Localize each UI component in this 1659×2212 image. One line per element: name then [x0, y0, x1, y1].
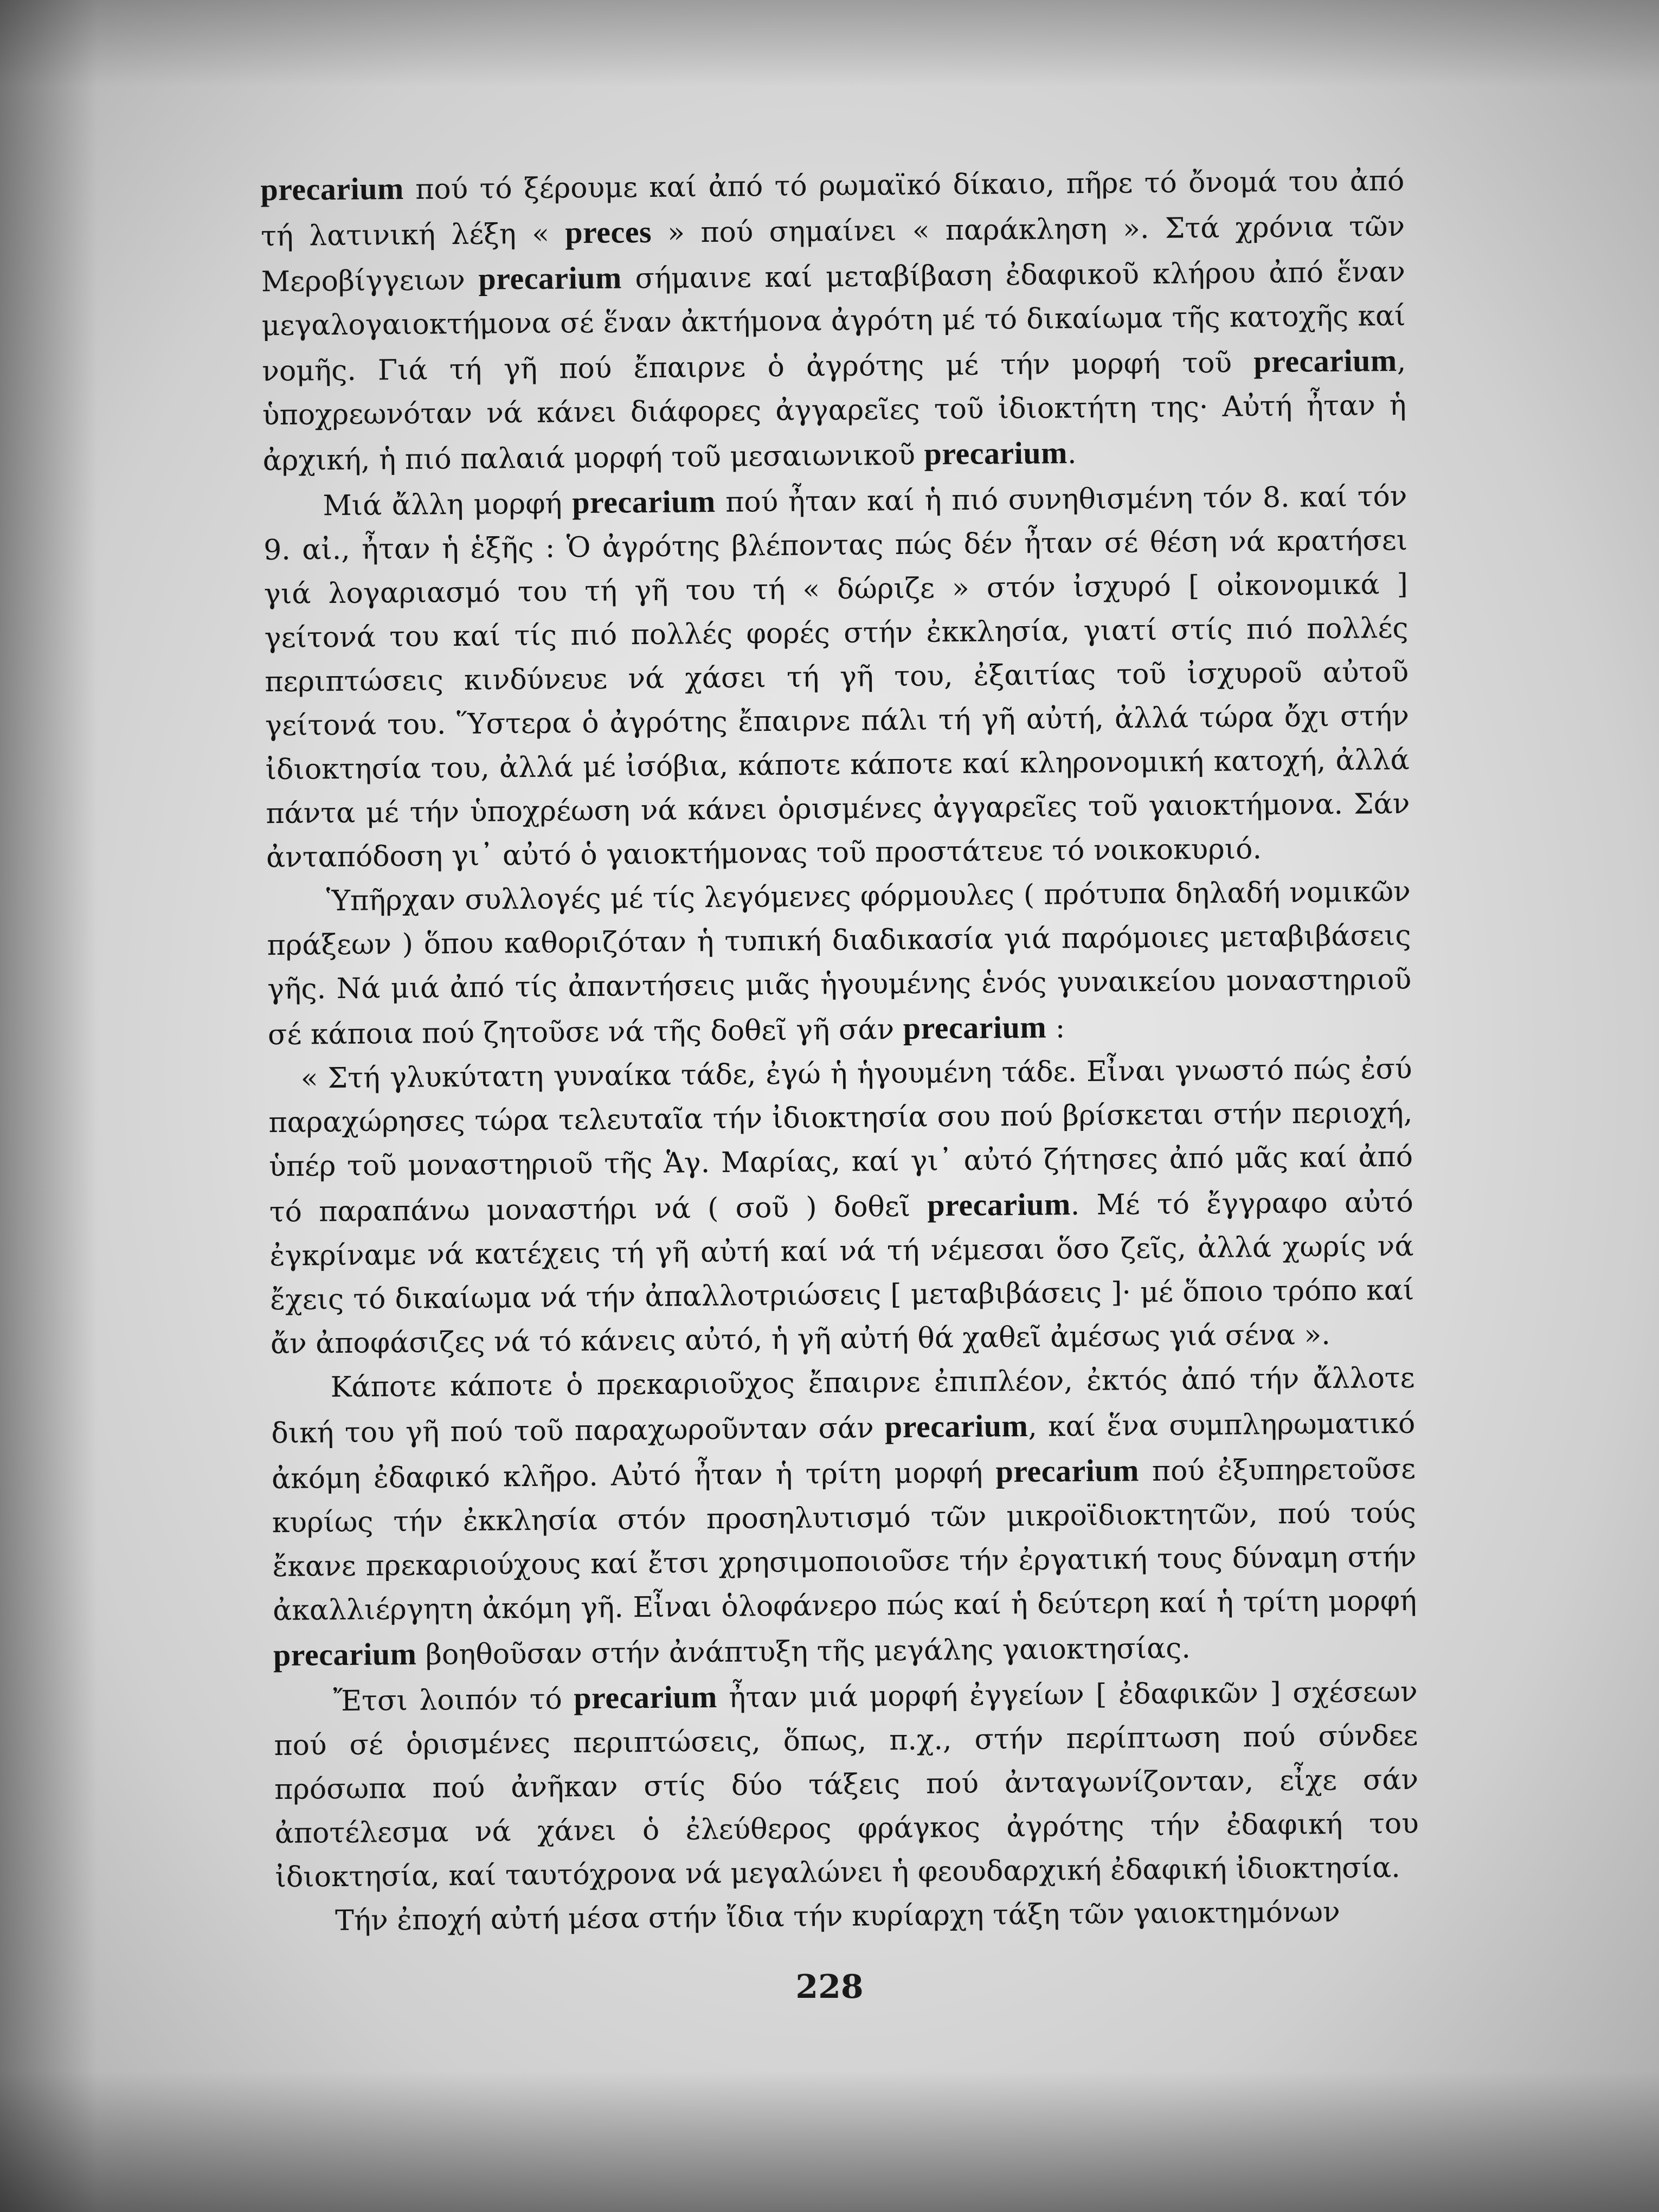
text-run: :: [1046, 1012, 1065, 1045]
text-run: « Στή γλυκύτατη γυναίκα τάδε, ἐγώ ἡ ἡγουμένη τάδε. Εἶναι γνωστό πώς ἐσύ παραχώρησες τώρα τελευταῖα τήν ἰδιοκτησία σου πού βρίσκεται στήν περιοχή, ὑπέρ τοῦ μοναστηριοῦ τῆς Ἁγ. Μαρίας, καί γι᾽ αὐτό ζήτησες ἀπό μᾶς καί ἀπό τό παραπάνω μοναστήρι νά ( σοῦ ) δοθεῖ: [268, 1052, 1413, 1229]
page-shadow-left: [0, 0, 98, 2212]
page-body-text: [260, 158, 1420, 1944]
text-run: βοηθοῦσαν στήν ἀνάπτυξη τῆς μεγάλης γαιοκτησίας.: [416, 1632, 1191, 1671]
latin-term: precarium: [1253, 342, 1397, 380]
paragraph: [267, 870, 1412, 1057]
text-run: ἦταν μιά μορφή ἐγγείων [ ἐδαφικῶν ] σχέσεων πού σέ ὁρισμένες περιπτώσεις, ὅπως, π.χ., στήν περίπτωση πού σύνδεε πρόσωπα πού ἀνῆκαν στίς δύο τάξεις πού ἀνταγωνίζονταν, εἶχε σάν ἀποτέλεσμα νά χάνει ὁ ἐλεύθερος φράγκος ἀγρότης τήν ἐδαφική του ἰδιοκτησία, καί ταυτόχρονα νά μεγαλώνει ἡ φεουδαρχική ἐδαφική ἰδιοκτησία.: [274, 1675, 1419, 1894]
page-number: 228: [795, 1968, 864, 2006]
text-run: » πού σημαίνει « παράκληση ». Στά χρόνια τῶν Μεροβίγγειων: [261, 210, 1405, 299]
latin-term: precarium: [478, 260, 622, 297]
text-run: Τήν ἐποχή αὐτή μέσα στήν ἴδια τήν κυρίαρχη τάξη τῶν γαιοκτημόνων: [335, 1895, 1340, 1938]
paragraph: [268, 1047, 1414, 1366]
latin-term: precarium: [260, 170, 404, 208]
text-run: , καί ἕνα συμπληρωματικό ἀκόμη ἐδαφικό κλῆρο. Αὐτό ἦταν ἡ τρίτη μορφή: [271, 1407, 1416, 1496]
text-run: .: [1067, 438, 1077, 471]
text-run: , ὑποχρεωνόταν νά κάνει διάφορες ἀγγαρεῖες τοῦ ἰδιοκτήτη της· Αὐτή ἦταν ἡ ἀρχική, ἡ πιό παλαιά μορφή τοῦ μεσαιωνικοῦ: [262, 345, 1407, 478]
latin-term: precarium: [273, 1636, 417, 1673]
text-run: Ὑπῆρχαν συλλογές μέ τίς λεγόμενες φόρμουλες ( πρότυπα δηλαδή νομικῶν πράξεων ) ὅπου καθοριζόταν ἡ τυπική διαδικασία γιά παρόμοιες μεταβιβάσεις γῆς. Νά μιά ἀπό τίς ἀπαντήσεις μιᾶς ἡγουμένης ἑνός γυναικείου μοναστηριοῦ σέ κάποια πού ζητοῦσε νά τῆς δοθεῖ γῆ σάν: [267, 875, 1412, 1052]
latin-term: precarium: [924, 435, 1068, 472]
latin-term: precarium: [884, 1407, 1028, 1445]
text-run: σήμαινε καί μεταβίβαση ἐδαφικοῦ κλήρου ἀπό ἕναν μεγαλογαιοκτήμονα σέ ἕναν ἀκτήμονα ἀγρότη μέ τό δικαίωμα τῆς κατοχῆς καί νομῆς. Γιά τή γῆ πού ἔπαιρνε ὁ ἀγρότης μέ τήν μορφή τοῦ: [261, 255, 1406, 388]
text-run: Ἔτσι λοιπόν τό: [333, 1683, 574, 1718]
text-run: Κάποτε κάποτε ὁ πρεκαριοῦχος ἔπαιρνε ἐπιπλέον, ἐκτός ἀπό τήν ἄλλοτε δική του γῆ πού τοῦ παραχωροῦνταν σάν: [271, 1361, 1415, 1450]
text-run: . Μέ τό ἔγγραφο αὐτό ἐγκρίναμε νά κατέχεις τή γῆ αὐτή καί νά τή νέμεσαι ὅσο ζεῖς, ἀλλά χωρίς νά ἔχεις τό δικαίωμα νά τήν ἀπαλλοτριώσεις [ μεταβιβάσεις ]· μέ ὅποιο τρόπο καί ἄν ἀποφάσιζες νά τό κάνεις αὐτό, ἡ γῆ αὐτή θά χαθεῖ ἀμέσως γιά σένα ».: [269, 1186, 1414, 1361]
latin-term: precarium: [995, 1452, 1140, 1489]
latin-term: precarium: [903, 1009, 1047, 1046]
paragraph: [273, 1669, 1419, 1900]
latin-term: preces: [564, 214, 652, 250]
text-run: πού τό ξέρουμε καί ἀπό τό ρωμαϊκό δίκαιο, πῆρε τό ὄνομά του ἀπό τή λατινική λέξη «: [260, 164, 1405, 253]
text-run: πού ἦταν καί ἡ πιό συνηθισμένη τόν 8. καί τόν 9. αἰ., ἦταν ἡ ἑξῆς : Ὁ ἀγρότης βλέποντας πώς δέν ἦταν σέ θέση νά κρατήσει γιά λογαριασμό του τή γῆ του τή « δώριζε » στόν ἰσχυρό [ οἰκονομικά ] γείτονά του καί τίς πιό πολλές φορές στήν ἐκκλησία, γιατί στίς πιό πολλές περιπτώσεις κινδύνευε νά χάσει τή γῆ του, ἐξαιτίας τοῦ ἰσχυροῦ αὐτοῦ γείτονά του. Ὕστερα ὁ ἀγρότης ἔπαιρνε πάλι τή γῆ αὐτή, ἀλλά τώρα ὄχι στήν ἰδιοκτησία του, ἀλλά μέ ἰσόβια, κάποτε κάποτε καί κληρονομική κατοχή, ἀλλά πάντα μέ τήν ὑποχρέωση νά κάνει ὁρισμένες ἀγγαρεῖες τοῦ γαιοκτήμονα. Σάν ἀνταπόδοση γι᾽ αὐτό ὁ γαιοκτήμονας τοῦ προστάτευε τό νοικοκυριό.: [263, 480, 1410, 874]
latin-term: precarium: [574, 1679, 718, 1716]
text-run: πού ἐξυπηρετοῦσε κυρίως τήν ἐκκλησία στόν προσηλυτισμό τῶν μικροϊδιοκτητῶν, πού τούς ἔκανε πρεκαριούχους καί ἔτσι χρησιμοποιοῦσε τήν ἐργατική τους δύναμη στήν ἀκαλλιέργητη ἀκόμη γῆ. Εἶναι ὁλοφάνερο πώς καί ἡ δεύτερη καί ἡ τρίτη μορφή: [272, 1452, 1417, 1628]
page-shadow-bottom: [0, 2071, 1659, 2212]
text-run: Μιά ἄλλη μορφή: [323, 487, 573, 523]
latin-term: precarium: [571, 483, 716, 520]
paragraph: [275, 1890, 1420, 1944]
paragraph: [271, 1356, 1417, 1679]
page-shadow-top: [0, 0, 1659, 87]
paragraph: [260, 158, 1407, 483]
latin-term: precarium: [927, 1186, 1071, 1223]
paragraph: [263, 473, 1410, 880]
